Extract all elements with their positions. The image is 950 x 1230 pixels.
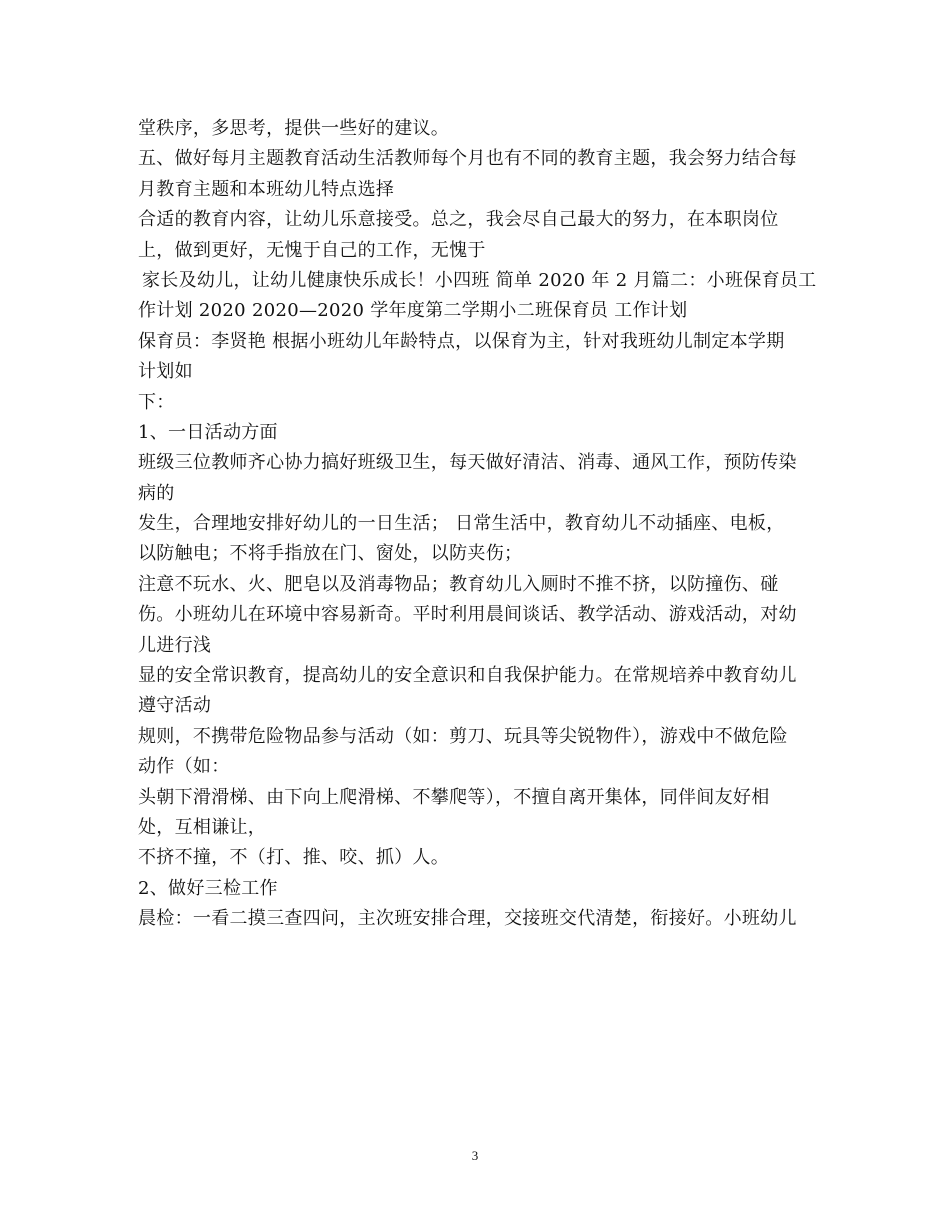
text-line: 以防触电；不将手指放在门、窗处，以防夹伤； [138, 543, 523, 565]
text-line: 处，互相谦让， [138, 816, 267, 838]
text-line: 伤。小班幼儿在环境中容易新奇。平时利用晨间谈话、教学活动、游戏活动，对幼 [138, 604, 797, 626]
text-line: 注意不玩水、火、肥皂以及消毒物品；教育幼儿入厕时不推不挤，以防撞伤、碰 [138, 573, 779, 595]
text-line: 保育员：李贤艳 根据小班幼儿年龄特点，以保育为主，针对我班幼儿制定本学期 [138, 330, 785, 352]
text-line: 班级三位教师齐心协力搞好班级卫生，每天做好清洁、消毒、通风工作，预防传染 [138, 452, 797, 474]
text-line: 计划如 [138, 361, 193, 383]
text-line: 作计划 2020 2020—2020 学年度第二学期小二班保育员 工作计划 [138, 300, 688, 322]
text-line: 家长及幼儿，让幼儿健康快乐成长！小四班 简单 2020 年 2 月篇二：小班保育员工 [142, 269, 817, 291]
text-line: 头朝下滑滑梯、由下向上爬滑梯、不攀爬等），不擅自离开集体，同伴间友好相 [138, 786, 770, 808]
text-line: 合适的教育内容，让幼儿乐意接受。总之，我会尽自己最大的努力，在本职岗位 [138, 209, 779, 231]
section-heading: 2、做好三检工作 [138, 877, 278, 899]
text-line: 不挤不撞，不（打、推、咬、抓）人。 [138, 847, 450, 869]
text-line: 上，做到更好，无愧于自己的工作，无愧于 [138, 239, 486, 261]
text-line: 规则，不携带危险物品参与活动（如：剪刀、玩具等尖锐物件），游戏中不做危险 [138, 725, 788, 747]
text-line: 堂秩序，多思考，提供一些好的建议。 [138, 118, 450, 139]
text-line: 发生，合理地安排好幼儿的一日生活； 日常生活中，教育幼儿不动插座、电板， [138, 513, 785, 535]
text-line: 显的安全常识教育，提高幼儿的安全意识和自我保护能力。在常规培养中教育幼儿 [138, 665, 797, 687]
document-body [138, 114, 828, 935]
text-line: 遵守活动 [138, 695, 212, 717]
text-line: 下： [138, 391, 175, 413]
text-line: 晨检：一看二摸三查四问，主次班安排合理，交接班交代清楚，衔接好。小班幼儿 [138, 908, 797, 930]
section-heading: 1、一日活动方面 [138, 421, 278, 443]
text-line: 月教育主题和本班幼儿特点选择 [138, 178, 395, 200]
text-line: 病的 [138, 482, 175, 504]
page-number: 3 [471, 1148, 479, 1163]
text-line: 儿进行浅 [138, 634, 212, 656]
text-line: 五、做好每月主题教育活动生活教师每个月也有不同的教育主题，我会努力结合每 [138, 148, 797, 170]
text-line: 动作（如： [138, 756, 230, 778]
